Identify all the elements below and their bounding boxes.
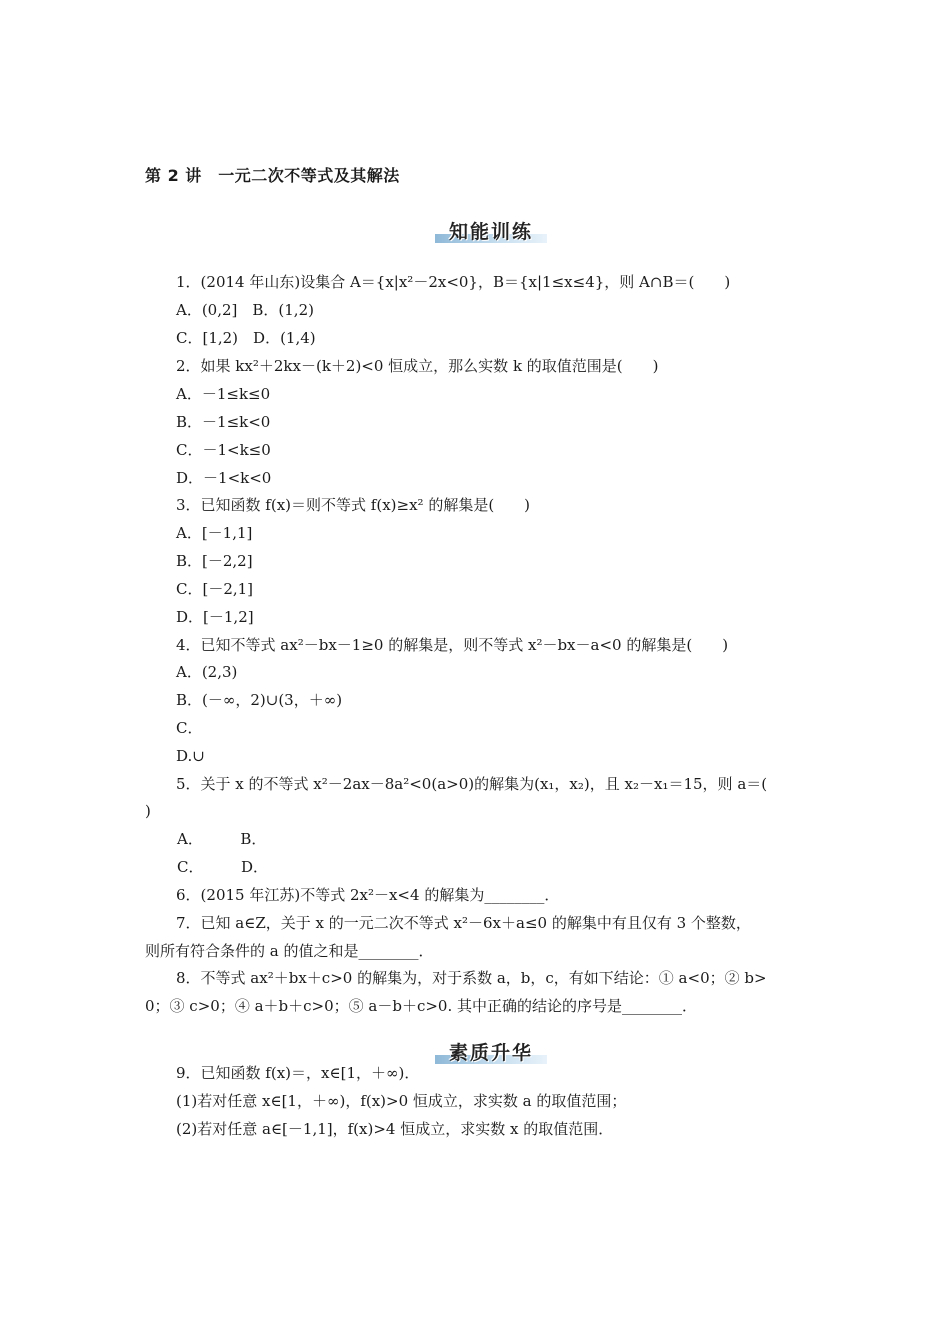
- banner-label: 知能训练: [448, 221, 533, 243]
- question-4: 4．已知不等式 ax²－bx－1≥0 的解集是，则不等式 x²－bx－a<0 的解集是( ): [176, 636, 729, 654]
- q5-options-cd: C． D．: [177, 858, 269, 876]
- question-2: 2．如果 kx²＋2kx－(k＋2)<0 恒成立，那么实数 k 的取值范围是( ): [176, 357, 659, 375]
- question-7-cont: 则所有符合条件的 a 的值之和是________．: [145, 942, 434, 960]
- q4-option-b: B．(－∞，2)∪(3，＋∞): [176, 691, 343, 709]
- question-5: 5．关于 x 的不等式 x²－2ax－8a²<0(a>0)的解集为(x₁，x₂)，且 x₂－x₁＝15，则 a＝(: [176, 775, 768, 793]
- q1-options-cd: C．[1,2) D．(1,4): [176, 329, 316, 347]
- q4-option-a: A．(2,3): [176, 663, 238, 681]
- q2-option-b: B．－1≤k<0: [176, 413, 271, 431]
- question-8: 8．不等式 ax²＋bx＋c>0 的解集为，对于系数 a，b，c，有如下结论：① a<0；② b>: [176, 969, 767, 987]
- question-8-cont: 0；③ c>0；④ a＋b＋c>0；⑤ a－b＋c>0. 其中正确的结论的序号是________．: [145, 997, 698, 1015]
- q5-options-ab: A． B．: [177, 830, 267, 848]
- question-1: 1．(2014 年山东)设集合 A＝{x|x²－2x<0}，B＝{x|1≤x≤4}，则 A∩B＝( ): [176, 273, 731, 291]
- question-9: 9．已知函数 f(x)＝，x∈[1，＋∞)．: [176, 1064, 420, 1082]
- question-6: 6．(2015 年江苏)不等式 2x²－x<4 的解集为________．: [176, 886, 560, 904]
- q3-option-c: C．[－2,1]: [176, 580, 254, 598]
- question-5-cont: ): [145, 802, 151, 820]
- q2-option-a: A．－1≤k≤0: [176, 385, 271, 403]
- q9-part-1: (1)若对任意 x∈[1，＋∞)，f(x)>0 恒成立，求实数 a 的取值范围；: [176, 1092, 627, 1110]
- section-banner-training: [435, 219, 547, 245]
- q3-option-d: D．[－1,2]: [176, 608, 254, 626]
- q4-option-d: D.∪: [176, 747, 205, 765]
- question-3: 3．已知函数 f(x)＝则不等式 f(x)≥x² 的解集是( ): [176, 496, 531, 514]
- q3-option-a: A．[－1,1]: [176, 524, 253, 542]
- banner-label: 素质升华: [448, 1042, 533, 1064]
- q9-part-2: (2)若对任意 a∈[－1,1]，f(x)>4 恒成立，求实数 x 的取值范围．: [176, 1120, 614, 1138]
- q1-options-ab: A．(0,2] B．(1,2): [176, 301, 314, 319]
- q3-option-b: B．[－2,2]: [176, 552, 253, 570]
- page-title: 第 2 讲 一元二次不等式及其解法: [145, 166, 400, 185]
- section-banner-improvement: [435, 1040, 547, 1066]
- q4-option-c: C．: [176, 719, 203, 737]
- question-7: 7．已知 a∈Z，关于 x 的一元二次不等式 x²－6x＋a≤0 的解集中有且仅有 3 个整数，: [176, 914, 751, 932]
- q2-option-c: C．－1<k≤0: [176, 441, 271, 459]
- q2-option-d: D．－1<k<0: [176, 469, 272, 487]
